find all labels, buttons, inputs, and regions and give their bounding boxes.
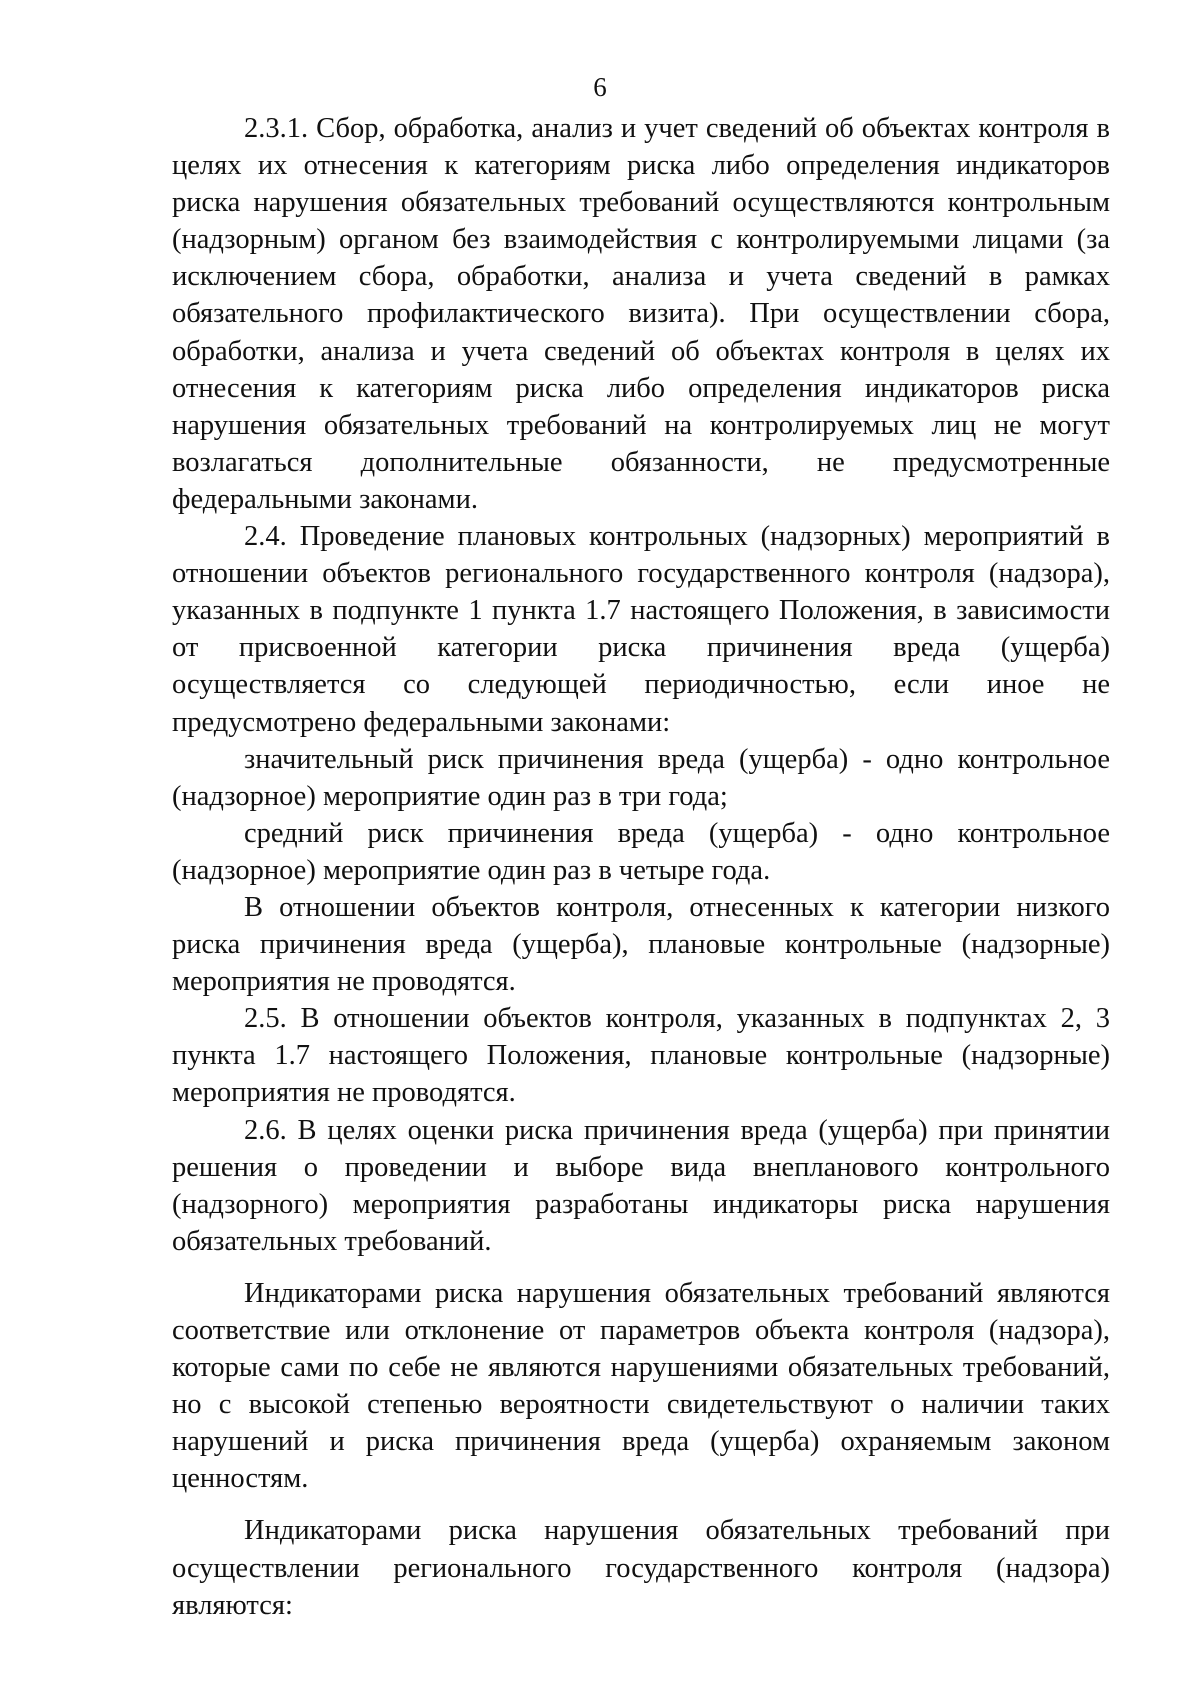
paragraph-2-5: 2.5. В отношении объектов контроля, указанных в подпунктах 2, 3 пункта 1.7 настоящего Положения, плановые контрольные (надзорные) мероприятия не проводятся. [172, 1003, 1110, 1109]
paragraph-risk-indicators-definition: Индикаторами риска нарушения обязательных требований являются соответствие или отклонение от параметров объекта контроля (надзора), которые сами по себе не являются нарушениями обязательных требований, но с высокой степенью вероятности свидетельствуют о наличии таких нарушений и риска причинения вреда (ущерба) охраняемым законом ценностям. [172, 1277, 1110, 1495]
paragraph-2-4: 2.4. Проведение плановых контрольных (надзорных) мероприятий в отношении объектов регионального государственного контроля (надзора), указанных в подпункте 1 пункта 1.7 настоящего Положения, в зависимости от присвоенной категории риска причинения вреда (ущерба) осуществляется со следующей периодичностью, если иное не предусмотрено федеральными законами: [172, 521, 1110, 738]
document-body [172, 110, 1110, 1624]
paragraph-risk-indicators-list-intro: Индикаторами риска нарушения обязательных требований при осуществлении регионального государственного контроля (надзора) являются: [172, 1515, 1110, 1621]
paragraph-medium-risk: средний риск причинения вреда (ущерба) - одно контрольное (надзорное) мероприятие один раз в четыре года. [172, 817, 1110, 886]
paragraph-2-6: 2.6. В целях оценки риска причинения вреда (ущерба) при принятии решения о проведении и выборе вида внепланового контрольного (надзорного) мероприятия разработаны индикаторы риска нарушения обязательных требований. [172, 1114, 1110, 1257]
paragraph-significant-risk: значительный риск причинения вреда (ущерба) - одно контрольное (надзорное) мероприятие один раз в три года; [172, 743, 1110, 812]
page-number: 6 [593, 72, 607, 102]
paragraph-2-3-1: 2.3.1. Сбор, обработка, анализ и учет сведений об объектах контроля в целях их отнесения к категориям риска либо определения индикаторов риска нарушения обязательных требований осуществляются контрольным (надзорным) органом без взаимодействия с контролируемыми лицами (за исключением сбора, обработки, анализа и учета сведений в рамках обязательного профилактического визита). При осуществлении сбора, обработки, анализа и учета сведений об объектах контроля в целях их отнесения к категориям риска либо определения индикаторов риска нарушения обязательных требований на контролируемых лиц не могут возлагаться дополнительные обязанности, не предусмотренные федеральными законами. [172, 113, 1110, 515]
paragraph-low-risk: В отношении объектов контроля, отнесенных к категории низкого риска причинения вреда (ущерба), плановые контрольные (надзорные) мероприятия не проводятся. [172, 891, 1110, 998]
